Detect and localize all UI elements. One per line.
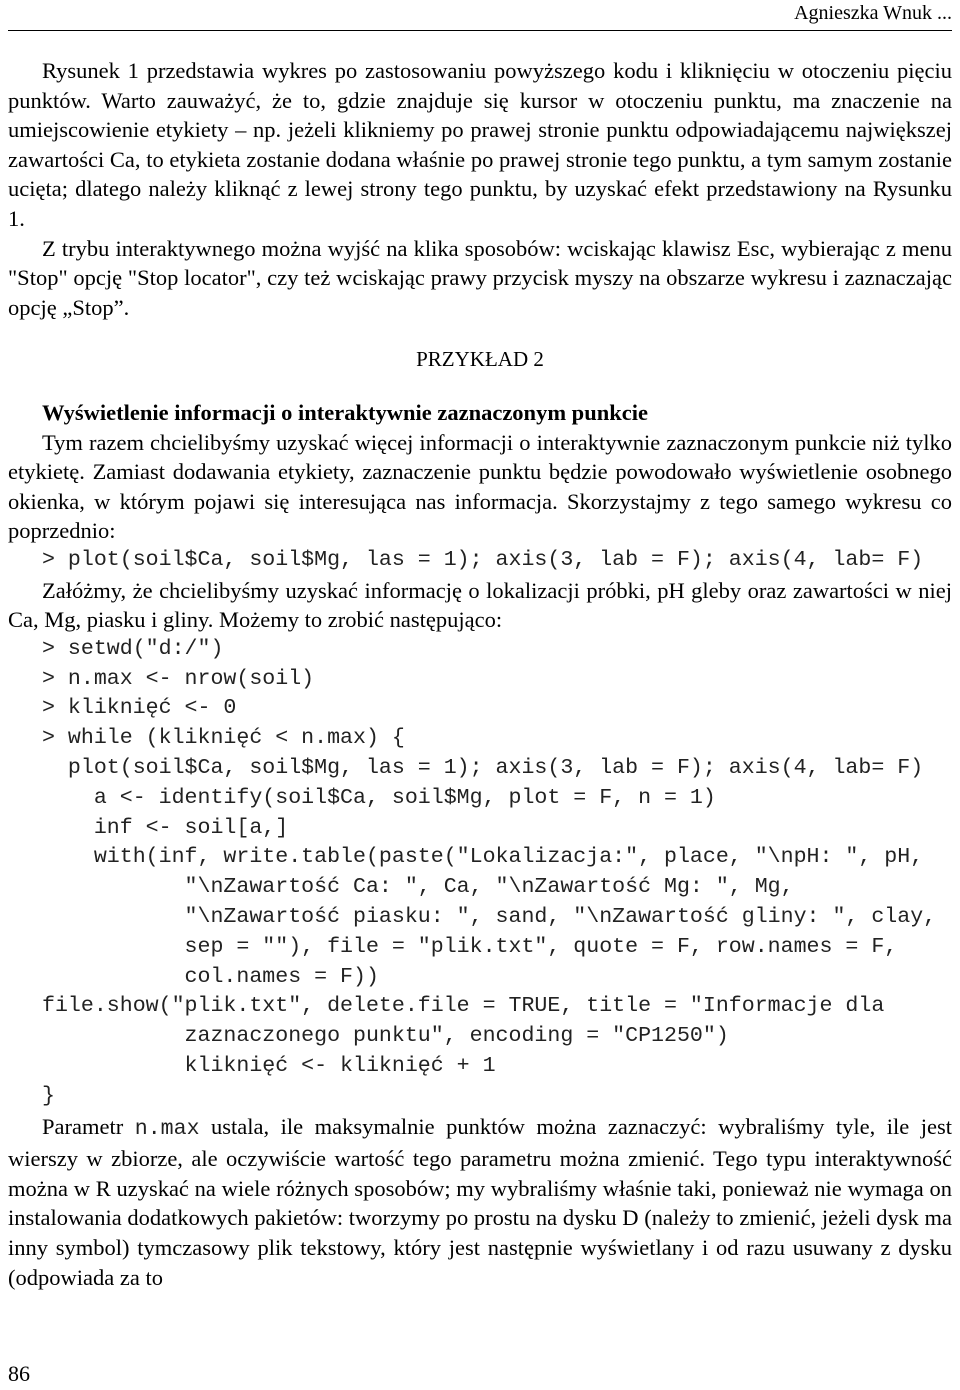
paragraph-exit-interactive: Z trybu interaktywnego można wyjść na klika sposobów: wciskając klawisz Esc, wybierając z menu "Stop" opcję "Stop locator", czy też wciskając prawy przycisk myszy na obszarze wykresu i zaznaczając opcję „Stop”. xyxy=(8,235,952,320)
paragraph-text: Parametr xyxy=(42,1113,135,1139)
page-number: 86 xyxy=(8,1361,30,1386)
code-line: "\nZawartość piasku: ", sand, "\nZawartość gliny: ", clay, xyxy=(42,905,937,930)
code-line: "\nZawartość Ca: ", Ca, "\nZawartość Mg: ", Mg, xyxy=(42,875,794,900)
inline-code: n.max xyxy=(134,1116,200,1141)
section-heading: Wyświetlenie informacji o interaktywnie zaznaczonym punkcie xyxy=(42,399,648,425)
code-line: } xyxy=(42,1083,55,1108)
code-line: a <- identify(soil$Ca, soil$Mg, plot = F, n = 1) xyxy=(42,785,716,810)
paragraph-text: ustala, ile maksymalnie punktów można zaznaczyć: wybraliśmy tyle, ile jest wierszy w zbiorze, ale oczywiście wartość tego parametru można zmienić. Tego typu interaktywność można w R uzyskać na wiele różnych sposobów; my wybraliśmy właśnie taki, ponieważ nie wymaga on instalowania dodatkowych pakietów: tworzymy po prostu na dysku D (należy to zmienić, jeżeli dysk ma inny symbol) tymczasowy plik tekstowy, który jest następnie wyświetlany i od razu usuwany z dysku (odpowiada za to xyxy=(8,1113,952,1290)
code-line: > setwd("d:/") xyxy=(42,636,224,661)
code-line: col.names = F)) xyxy=(42,964,379,989)
code-block-loop xyxy=(8,635,952,1112)
paragraph-assumption: Załóżmy, że chcielibyśmy uzyskać informację o lokalizacji próbki, pH gleby oraz zawartości w niej Ca, Mg, piasku i gliny. Możemy to zrobić następująco: xyxy=(8,577,952,633)
code-line: kliknięć <- kliknięć + 1 xyxy=(42,1054,496,1079)
code-line: file.show("plik.txt", delete.file = TRUE, title = "Informacje dla xyxy=(42,994,885,1019)
header-rule xyxy=(8,30,952,31)
example-title: PRZYKŁAD 2 xyxy=(416,347,544,372)
paragraph-nmax-explanation xyxy=(8,1112,952,1293)
running-header: Agnieszka Wnuk ... xyxy=(794,2,952,24)
paragraph-intro: Tym razem chcielibyśmy uzyskać więcej informacji o interaktywnie zaznaczonym punkcie niż tylko etykietę. Zamiast dodawania etykiety, zaznaczenie punktu będzie powodowało wyświetlenie osobnego okienka, w którym pojawi się interesująca nas informacja. Skorzystajmy z tego samego wykresu co poprzednio: xyxy=(8,429,952,544)
code-line: with(inf, write.table(paste("Lokalizacja:", place, "\npH: ", pH, xyxy=(42,845,924,870)
code-line: > n.max <- nrow(soil) xyxy=(42,666,315,691)
code-line: sep = ""), file = "plik.txt", quote = F, row.names = F, xyxy=(42,934,898,959)
code-line: plot(soil$Ca, soil$Mg, las = 1); axis(3, lab = F); axis(4, lab= F) xyxy=(42,756,924,781)
code-line: > kliknięć <- 0 xyxy=(42,696,237,721)
page-body xyxy=(8,56,952,1292)
paragraph-figure-description: Rysunek 1 przedstawia wykres po zastosowaniu powyższego kodu i kliknięciu w otoczeniu pięciu punktów. Warto zauważyć, że to, gdzie znajduje się kursor w otoczeniu punktu, ma znaczenie na umiejscowienie etykiety – np. jeżeli klikniemy po prawej stronie punktu odpowiadającemu największej zawartości Ca, to etykieta zostanie dodana właśnie po prawej stronie tego punktu, a tym samym zostanie ucięta; dlatego należy kliknąć z lewej strony tego punktu, by uzyskać efekt przedstawiony na Rysunku 1. xyxy=(8,58,952,231)
code-block-plot: > plot(soil$Ca, soil$Mg, las = 1); axis(3, lab = F); axis(4, lab= F) xyxy=(42,547,924,572)
code-line: > while (kliknięć < n.max) { xyxy=(42,726,405,751)
code-line: inf <- soil[a,] xyxy=(42,815,289,840)
code-line: zaznaczonego punktu", encoding = "CP1250") xyxy=(42,1024,729,1049)
